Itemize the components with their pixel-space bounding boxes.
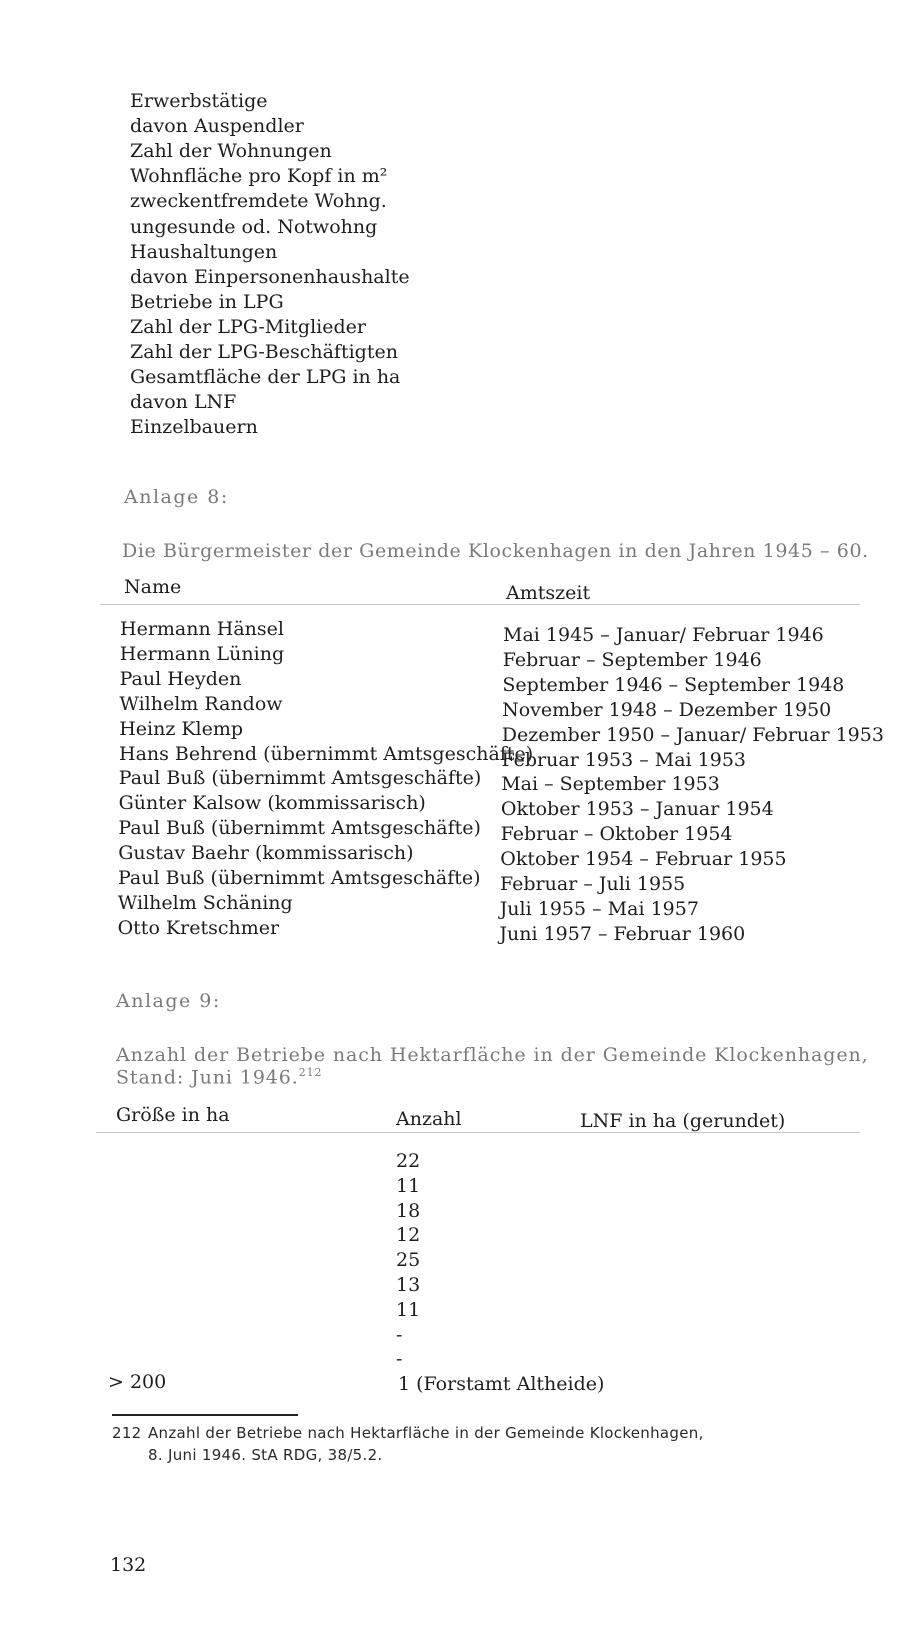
page-number: 132 xyxy=(110,1554,147,1576)
anlage9-col-size: Größe in ha xyxy=(116,1104,230,1126)
mayor-name: Wilhelm Schäning xyxy=(117,891,293,914)
row-label: Zahl der Wohnungen xyxy=(130,140,332,163)
mayor-term: Juli 1955 – Mai 1957 xyxy=(499,897,699,920)
farm-count: 25 xyxy=(396,1249,421,1272)
row-label: Zahl der LPG-Mitglieder xyxy=(130,315,366,338)
row-label: Wohnfläche pro Kopf in m² xyxy=(130,165,388,188)
mayor-name: Paul Buß (übernimmt Amtsgeschäfte) xyxy=(118,817,481,840)
mayor-term: Juni 1957 – Februar 1960 xyxy=(499,922,746,945)
mayor-term: Februar 1953 – Mai 1953 xyxy=(501,748,747,771)
row-label: davon Einpersonenhaushalte xyxy=(130,265,410,288)
mayor-name: Hermann Hänsel xyxy=(120,618,284,640)
mayor-name: Otto Kretschmer xyxy=(117,916,280,939)
anlage8-heading: Anlage 8: xyxy=(124,486,229,508)
mayor-term: Mai – September 1953 xyxy=(501,773,720,796)
anlage9-col-lnf: LNF in ha (gerundet) xyxy=(580,1110,786,1132)
footnote-number: 212 xyxy=(112,1424,142,1442)
footnote-line1: Anzahl der Betriebe nach Hektarfläche in der Gemeinde Klockenhagen, xyxy=(148,1424,704,1442)
row-label: ungesunde od. Notwohng xyxy=(130,215,378,238)
mayor-name: Paul Heyden xyxy=(119,667,242,690)
row-label: davon Auspendler xyxy=(130,115,304,138)
mayor-term: Februar – Oktober 1954 xyxy=(500,823,733,846)
mayor-name: Paul Buß (übernimmt Amtsgeschäfte) xyxy=(118,767,482,790)
mayor-name: Heinz Klemp xyxy=(119,717,244,740)
row-label: Gesamtfläche der LPG in ha xyxy=(130,366,401,389)
farm-count: 1 (Forstamt Altheide) xyxy=(398,1373,605,1396)
anlage9-col-count: Anzahl xyxy=(396,1108,462,1130)
anlage8-col-name: Name xyxy=(124,576,182,598)
row-label: Zahl der LPG-Beschäftigten xyxy=(130,341,398,363)
mayor-name: Hans Behrend (übernimmt Amtsgeschäfte) xyxy=(119,742,534,765)
footnote-line2: 8. Juni 1946. StA RDG, 38/5.2. xyxy=(148,1446,383,1464)
mayor-term: Oktober 1954 – Februar 1955 xyxy=(500,848,787,871)
anlage8-title: Die Bürgermeister der Gemeinde Klockenhagen in den Jahren 1945 – 60. xyxy=(122,540,869,562)
row-label: Erwerbstätige xyxy=(130,90,268,112)
farm-count: - xyxy=(396,1348,403,1371)
row-label: Haushaltungen xyxy=(130,240,278,263)
mayor-name: Günter Kalsow (kommissarisch) xyxy=(118,792,426,815)
farm-count: 13 xyxy=(396,1274,421,1296)
farm-count: 11 xyxy=(396,1174,421,1197)
mayor-term: November 1948 – Dezember 1950 xyxy=(502,698,832,721)
mayor-term: Dezember 1950 – Januar/ Februar 1953 xyxy=(501,723,884,746)
row-label: Betriebe in LPG xyxy=(130,290,284,313)
row-label: davon LNF xyxy=(130,391,237,414)
farm-count: 22 xyxy=(396,1150,421,1172)
row-label: Einzelbauern xyxy=(130,416,258,439)
anlage9-title-line1: Anzahl der Betriebe nach Hektarfläche in der Gemeinde Klockenhagen, xyxy=(116,1044,869,1066)
anlage9-title-line2: Stand: Juni 1946.$^{212}$ xyxy=(116,1066,323,1089)
farm-count: 12 xyxy=(396,1224,421,1247)
mayor-name: Hermann Lüning xyxy=(119,642,285,665)
row-label: zweckentfremdete Wohng. xyxy=(130,190,387,213)
mayor-term: Februar – September 1946 xyxy=(502,648,762,671)
mayor-term: Februar – Juli 1955 xyxy=(500,873,686,895)
mayor-name: Paul Buß (übernimmt Amtsgeschäfte) xyxy=(118,867,481,889)
anlage8-header-rule xyxy=(100,604,860,605)
mayor-name: Wilhelm Randow xyxy=(119,692,283,715)
footnote-reference: 212 xyxy=(298,1066,323,1079)
mayor-name: Gustav Baehr (kommissarisch) xyxy=(118,842,414,865)
farm-count: 18 xyxy=(396,1199,421,1222)
anlage8-col-term: Amtszeit xyxy=(506,582,591,604)
size-range: > 200 xyxy=(108,1371,167,1394)
farm-count: 11 xyxy=(396,1298,421,1321)
mayor-term: Oktober 1953 – Januar 1954 xyxy=(500,798,774,821)
anlage9-header-rule xyxy=(96,1132,860,1133)
footnote-rule xyxy=(112,1414,298,1416)
mayor-term: September 1946 – September 1948 xyxy=(502,673,845,696)
mayor-term: Mai 1945 – Januar/ Februar 1946 xyxy=(503,624,824,646)
farm-count: - xyxy=(396,1323,403,1346)
anlage9-heading: Anlage 9: xyxy=(116,990,221,1012)
